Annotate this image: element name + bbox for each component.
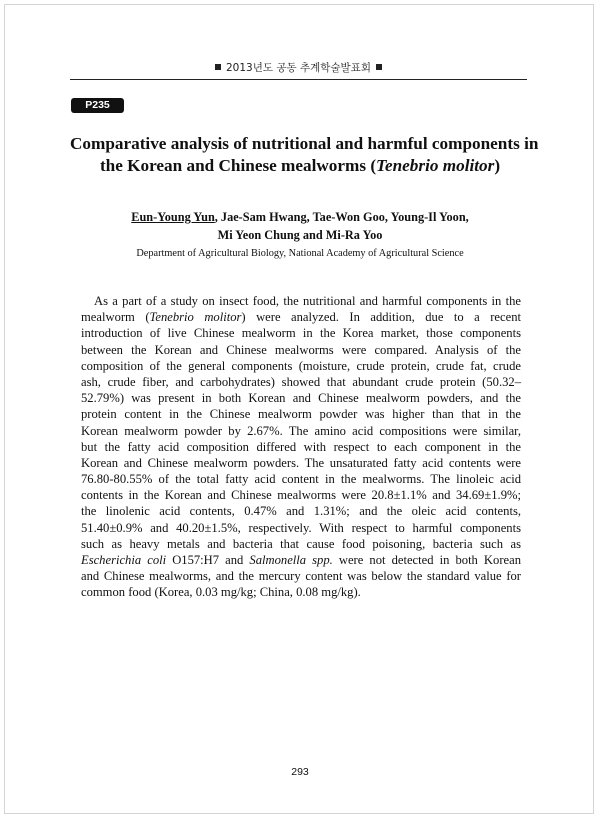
abstract-line: Korean mealworm powder by 2.67%. The amino acid compositions were similar, — [81, 423, 521, 438]
square-bullet-icon — [376, 64, 382, 70]
abstract-text: mealworm ( — [81, 310, 150, 325]
page-number: 293 — [291, 766, 309, 778]
square-bullet-icon — [215, 64, 221, 70]
species-name: Tenebrio molitor — [149, 310, 242, 325]
affiliation: Department of Agricultural Biology, National Academy of Agricultural Science — [136, 248, 464, 259]
poster-number-badge: P235 — [71, 98, 124, 113]
author-line-2: Mi Yeon Chung and Mi-Ra Yoo — [217, 228, 383, 242]
running-header-text: 2013년도 공동 추계학술발표회 — [226, 62, 371, 74]
abstract-line: protein content in the Chinese mealworm powder was higher than that in the — [81, 407, 521, 422]
abstract-line: and Chinese mealworms, and the mercury content was below the standard value for — [81, 569, 521, 584]
abstract-body — [81, 293, 521, 601]
title-line-2 — [70, 155, 530, 177]
abstract-text: ) were analyzed. In addition, due to a recent — [241, 310, 521, 325]
abstract-line: 51.40±0.9% and 40.20±1.5%, respectively. With respect to harmful components — [81, 520, 521, 535]
abstract-line: As a part of a study on insect food, the nutritional and harmful components in the — [94, 294, 521, 308]
header-rule — [70, 79, 527, 80]
abstract-line: 76.80-80.55% of the total fatty acid content in the mealworms. The linoleic acid — [81, 472, 521, 487]
title-line-1: Comparative analysis of nutritional and harmful components in — [70, 134, 539, 153]
title-text: ) — [494, 156, 501, 175]
abstract-line: but the fatty acid composition differed with respect to each component in the — [81, 439, 521, 454]
title-text: the Korean and Chinese mealworms ( — [99, 156, 377, 175]
author-line-1 — [70, 208, 530, 226]
abstract-line — [81, 309, 521, 325]
abstract-line: common food (Korea, 0.03 mg/kg; China, 0.08 mg/kg). — [81, 585, 361, 600]
abstract-line: ash, crude fiber, and carbohydrates) showed that abundant crude protein (50.32– — [81, 374, 521, 389]
species-name: Salmonella spp. — [249, 553, 333, 567]
author-list — [70, 208, 530, 244]
abstract-text: were not detected in both Korean — [332, 553, 521, 567]
abstract-text: O157:H7 and — [166, 553, 250, 567]
paper-title — [70, 133, 539, 177]
abstract-line: introduction of live Chinese mealworm in the Korea market, those components — [81, 326, 521, 341]
abstract-line: Korean and Chinese mealworm powders. The unsaturated fatty acid contents were — [81, 455, 521, 470]
abstract-line: the linolenic acid contents, 0.47% and 1.31%; and the oleic acid contents, — [81, 504, 521, 519]
species-name: Escherichia coli — [81, 553, 167, 567]
abstract-line: such as heavy metals and bacteria that cause food poisoning, bacteria such as — [81, 536, 521, 551]
co-authors: , Jae-Sam Hwang, Tae-Won Goo, Young-Il Yoon, — [214, 210, 469, 224]
abstract-line: composition of the general components (moisture, crude protein, crude fat, crude — [81, 358, 521, 373]
abstract-line: 52.79%) was present in both Korean and Chinese mealworm powders, and the — [81, 391, 521, 406]
running-header — [70, 60, 527, 75]
abstract-line — [81, 552, 521, 568]
title-species-name: Tenebrio molitor — [376, 156, 495, 175]
abstract-line: between the Korean and Chinese mealworms were compared. Analysis of the — [81, 342, 521, 357]
first-author: Eun-Young Yun — [131, 210, 215, 224]
abstract-line: contents in the Korean and Chinese mealworms were 20.8±1.1% and 34.69±1.9%; — [81, 488, 521, 503]
